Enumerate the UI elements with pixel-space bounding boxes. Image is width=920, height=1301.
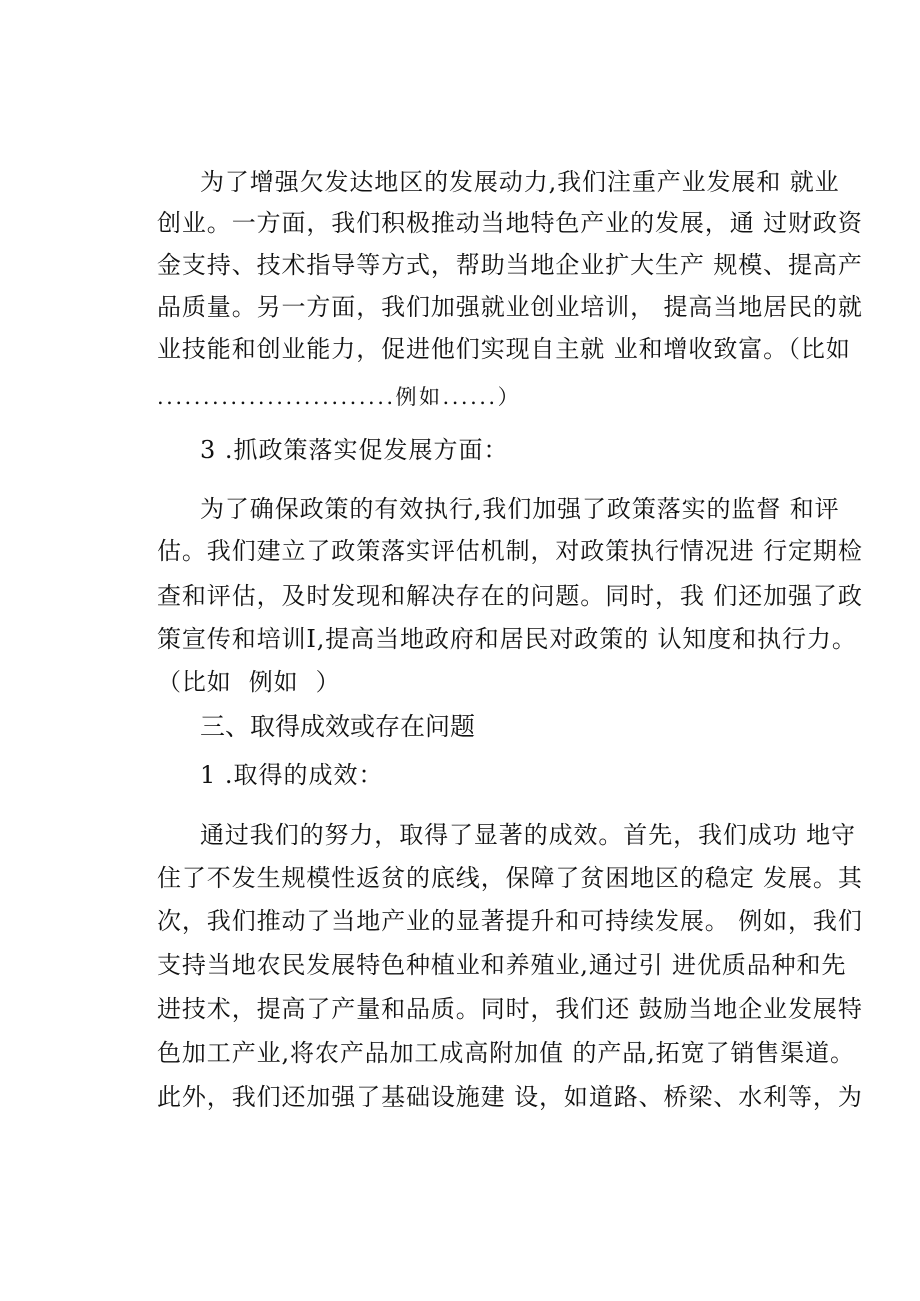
paragraph-line: 创业。一方面，我们积极推动当地特色产业的发展，通 过财政资	[157, 209, 863, 237]
paragraph-line: 进技术，提高了产量和品质。同时，我们还 鼓励当地企业发展特	[157, 995, 863, 1023]
paragraph-line: 通过我们的努力，取得了显著的成效。首先，我们成功 地守	[200, 821, 856, 849]
paragraph-line: 次，我们推动了当地产业的显著提升和可持续发展。 例如，我们	[157, 907, 863, 935]
paragraph-line: 查和评估，及时发现和解决存在的问题。同时，我 们还加强了政	[157, 582, 863, 610]
paragraph-line: 为了增强欠发达地区的发展动力,我们注重产业发展和 就业	[200, 168, 840, 196]
paragraph-line: 策宣传和培训I,提高当地政府和居民对政策的 认知度和执行力。	[157, 625, 857, 653]
paragraph-line: 品质量。另一方面，我们加强就业创业培训， 提高当地居民的就	[157, 293, 863, 321]
subsection-title: 3 .抓政策落实促发展方面：	[200, 436, 509, 464]
paragraph-line: 金支持、技术指导等方式，帮助当地企业扩大生产 规模、提高产	[157, 251, 863, 279]
subsection-title: 1 .取得的成效：	[200, 761, 384, 789]
paragraph-line: 估。我们建立了政策落实评估机制，对政策执行情况进 行定期检	[157, 537, 863, 565]
paragraph-line: ..........................例如......）	[157, 385, 522, 409]
paragraph-line: 支持当地农民发展特色种植业和养殖业,通过引 进优质品种和先	[157, 951, 847, 979]
paragraph-line: 住了不发生规模性返贫的底线，保障了贫困地区的稳定 发展。其	[157, 864, 863, 892]
paragraph-line: 业技能和创业能力，促进他们实现自主就 业和增收致富。（比如	[157, 335, 851, 363]
paragraph-line: （比如 例如 ）	[157, 668, 341, 696]
paragraph-line: 此外，我们还加强了基础设施建 设，如道路、桥梁、水利等，为	[157, 1083, 863, 1111]
paragraph-line: 为了确保政策的有效执行,我们加强了政策落实的监督 和评	[200, 495, 840, 523]
paragraph-line: 色加工产业,将农产品加工成高附加值 的产品,拓宽了销售渠道。	[157, 1039, 855, 1067]
section-heading: 三、取得成效或存在问题	[200, 712, 476, 741]
